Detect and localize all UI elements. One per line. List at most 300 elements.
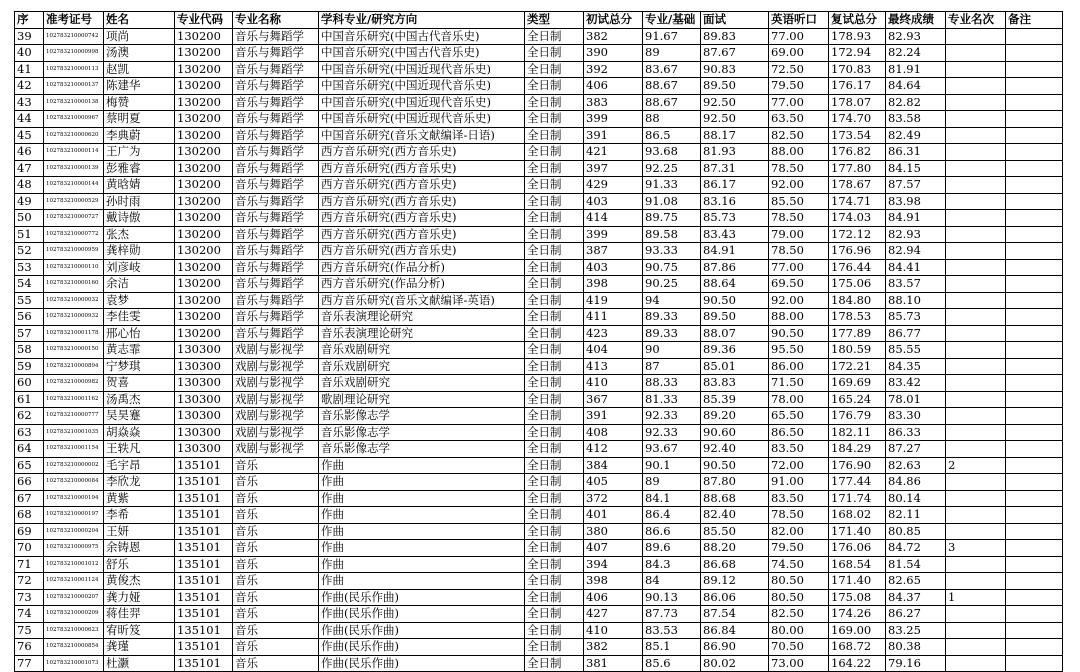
cell-english-oral: 77.00 (769, 94, 829, 111)
cell-remarks (1006, 408, 1063, 425)
cell-interview: 89.12 (701, 573, 769, 590)
cell-initial-score: 403 (584, 259, 643, 276)
cell-retest-score: 171.74 (829, 490, 886, 507)
cell-initial-score: 381 (584, 655, 643, 672)
cell-major-name: 音乐与舞蹈学 (233, 94, 319, 111)
cell-major-basic: 91.08 (643, 193, 701, 210)
cell-english-oral: 90.50 (769, 325, 829, 342)
cell-research-direction: 西方音乐研究(作品分析) (319, 276, 525, 293)
cell-major-rank (946, 639, 1006, 656)
cell-exam-id: 102783210000982 (44, 375, 104, 392)
table-row (15, 606, 1063, 623)
cell-remarks (1006, 457, 1063, 474)
cell-name: 李佳雯 (104, 309, 175, 326)
cell-seq: 65 (15, 457, 44, 474)
table-row (15, 210, 1063, 227)
cell-final-score: 82.93 (886, 28, 946, 45)
cell-name: 黄紫 (104, 490, 175, 507)
cell-exam-id: 102783210000742 (44, 28, 104, 45)
table-row (15, 78, 1063, 95)
cell-interview: 92.50 (701, 94, 769, 111)
cell-major-name: 音乐 (233, 540, 319, 557)
cell-seq: 52 (15, 243, 44, 260)
cell-major-basic: 89.58 (643, 226, 701, 243)
cell-remarks (1006, 424, 1063, 441)
cell-research-direction: 中国音乐研究(中国近现代音乐史) (319, 94, 525, 111)
cell-initial-score: 398 (584, 276, 643, 293)
cell-interview: 80.02 (701, 655, 769, 672)
cell-remarks (1006, 639, 1063, 656)
cell-major-name: 音乐与舞蹈学 (233, 177, 319, 194)
cell-final-score: 86.27 (886, 606, 946, 623)
cell-english-oral: 80.00 (769, 622, 829, 639)
table-row (15, 342, 1063, 359)
cell-seq: 55 (15, 292, 44, 309)
cell-research-direction: 西方音乐研究(西方音乐史) (319, 210, 525, 227)
cell-remarks (1006, 309, 1063, 326)
cell-major-rank (946, 342, 1006, 359)
cell-major-name: 音乐 (233, 507, 319, 524)
cell-major-rank (946, 556, 1006, 573)
cell-major-basic: 85.6 (643, 655, 701, 672)
cell-major-name: 音乐与舞蹈学 (233, 78, 319, 95)
cell-research-direction: 中国音乐研究(中国古代音乐史) (319, 28, 525, 45)
cell-major-name: 音乐 (233, 474, 319, 491)
cell-type: 全日制 (525, 243, 584, 260)
cell-name: 黄晗婧 (104, 177, 175, 194)
cell-retest-score: 168.72 (829, 639, 886, 656)
cell-major-basic: 88 (643, 111, 701, 128)
cell-exam-id: 102783210000209 (44, 606, 104, 623)
table-row (15, 639, 1063, 656)
cell-major-basic: 89 (643, 474, 701, 491)
cell-major-name: 音乐与舞蹈学 (233, 325, 319, 342)
cell-major-basic: 91.67 (643, 28, 701, 45)
cell-remarks (1006, 490, 1063, 507)
cell-seq: 58 (15, 342, 44, 359)
cell-seq: 73 (15, 589, 44, 606)
cell-initial-score: 394 (584, 556, 643, 573)
table-row (15, 160, 1063, 177)
cell-type: 全日制 (525, 61, 584, 78)
cell-seq: 60 (15, 375, 44, 392)
cell-exam-id: 102783210000197 (44, 507, 104, 524)
cell-type: 全日制 (525, 309, 584, 326)
col-header-remarks: 备注 (1006, 12, 1063, 29)
cell-final-score: 87.57 (886, 177, 946, 194)
cell-research-direction: 音乐影像志学 (319, 441, 525, 458)
cell-interview: 89.20 (701, 408, 769, 425)
col-header-major-name: 专业名称 (233, 12, 319, 29)
col-header-interview: 面试 (701, 12, 769, 29)
cell-retest-score: 177.89 (829, 325, 886, 342)
cell-final-score: 84.35 (886, 358, 946, 375)
cell-final-score: 83.58 (886, 111, 946, 128)
cell-exam-id: 102783210000204 (44, 523, 104, 540)
cell-remarks (1006, 78, 1063, 95)
cell-type: 全日制 (525, 259, 584, 276)
cell-major-rank (946, 622, 1006, 639)
cell-major-basic: 88.67 (643, 94, 701, 111)
table-row (15, 375, 1063, 392)
cell-seq: 70 (15, 540, 44, 557)
cell-initial-score: 382 (584, 639, 643, 656)
cell-seq: 71 (15, 556, 44, 573)
cell-remarks (1006, 94, 1063, 111)
cell-name: 余铸恩 (104, 540, 175, 557)
cell-final-score: 86.77 (886, 325, 946, 342)
cell-major-rank (946, 408, 1006, 425)
cell-major-code: 130200 (175, 309, 233, 326)
cell-final-score: 82.49 (886, 127, 946, 144)
cell-major-basic: 85.1 (643, 639, 701, 656)
cell-type: 全日制 (525, 606, 584, 623)
cell-initial-score: 392 (584, 61, 643, 78)
cell-type: 全日制 (525, 358, 584, 375)
table-row (15, 457, 1063, 474)
cell-seq: 40 (15, 45, 44, 62)
cell-interview: 89.50 (701, 309, 769, 326)
cell-major-code: 130200 (175, 193, 233, 210)
cell-interview: 85.01 (701, 358, 769, 375)
cell-english-oral: 83.50 (769, 490, 829, 507)
cell-major-basic: 86.6 (643, 523, 701, 540)
cell-research-direction: 音乐影像志学 (319, 408, 525, 425)
cell-major-rank (946, 111, 1006, 128)
cell-name: 宥昕笈 (104, 622, 175, 639)
cell-major-name: 音乐 (233, 490, 319, 507)
cell-name: 龚瑾 (104, 639, 175, 656)
cell-major-name: 音乐与舞蹈学 (233, 45, 319, 62)
cell-english-oral: 65.50 (769, 408, 829, 425)
cell-research-direction: 作曲 (319, 523, 525, 540)
cell-seq: 51 (15, 226, 44, 243)
cell-major-name: 音乐与舞蹈学 (233, 193, 319, 210)
cell-name: 彭雅睿 (104, 160, 175, 177)
cell-major-code: 130200 (175, 94, 233, 111)
cell-exam-id: 102783210000623 (44, 622, 104, 639)
cell-exam-id: 102783210000932 (44, 309, 104, 326)
cell-major-rank (946, 94, 1006, 111)
cell-english-oral: 73.00 (769, 655, 829, 672)
cell-retest-score: 178.53 (829, 309, 886, 326)
cell-exam-id: 102783210000144 (44, 177, 104, 194)
cell-interview: 92.40 (701, 441, 769, 458)
cell-english-oral: 74.50 (769, 556, 829, 573)
cell-final-score: 78.01 (886, 391, 946, 408)
cell-major-code: 135101 (175, 507, 233, 524)
cell-type: 全日制 (525, 177, 584, 194)
cell-major-name: 音乐 (233, 573, 319, 590)
cell-seq: 53 (15, 259, 44, 276)
cell-major-code: 130200 (175, 45, 233, 62)
cell-name: 王妍 (104, 523, 175, 540)
cell-remarks (1006, 507, 1063, 524)
cell-research-direction: 音乐表演理论研究 (319, 325, 525, 342)
cell-major-name: 音乐与舞蹈学 (233, 210, 319, 227)
cell-remarks (1006, 28, 1063, 45)
cell-major-name: 音乐 (233, 589, 319, 606)
cell-research-direction: 中国音乐研究(中国古代音乐史) (319, 45, 525, 62)
cell-major-name: 音乐与舞蹈学 (233, 61, 319, 78)
cell-major-basic: 89.75 (643, 210, 701, 227)
cell-major-code: 130200 (175, 144, 233, 161)
cell-type: 全日制 (525, 655, 584, 672)
cell-seq: 59 (15, 358, 44, 375)
cell-seq: 72 (15, 573, 44, 590)
cell-retest-score: 184.29 (829, 441, 886, 458)
cell-final-score: 83.25 (886, 622, 946, 639)
cell-major-basic: 83.67 (643, 61, 701, 78)
cell-major-name: 戏剧与影视学 (233, 408, 319, 425)
cell-major-code: 135101 (175, 573, 233, 590)
cell-major-name: 戏剧与影视学 (233, 375, 319, 392)
cell-major-basic: 84.1 (643, 490, 701, 507)
col-header-name: 姓名 (104, 12, 175, 29)
cell-exam-id: 102783210000150 (44, 342, 104, 359)
table-row (15, 655, 1063, 672)
cell-interview: 85.50 (701, 523, 769, 540)
cell-major-name: 音乐 (233, 606, 319, 623)
cell-name: 李典蔚 (104, 127, 175, 144)
cell-initial-score: 398 (584, 573, 643, 590)
cell-major-rank (946, 292, 1006, 309)
cell-major-code: 130200 (175, 160, 233, 177)
cell-initial-score: 411 (584, 309, 643, 326)
cell-major-rank (946, 78, 1006, 95)
cell-type: 全日制 (525, 424, 584, 441)
cell-seq: 54 (15, 276, 44, 293)
cell-exam-id: 102783210000894 (44, 358, 104, 375)
table-row (15, 111, 1063, 128)
cell-name: 王轶凡 (104, 441, 175, 458)
cell-remarks (1006, 375, 1063, 392)
cell-major-rank (946, 358, 1006, 375)
cell-retest-score: 171.40 (829, 573, 886, 590)
cell-research-direction: 中国音乐研究(中国近现代音乐史) (319, 78, 525, 95)
cell-english-oral: 72.50 (769, 61, 829, 78)
cell-research-direction: 作曲(民乐作曲) (319, 589, 525, 606)
cell-major-basic: 93.67 (643, 441, 701, 458)
cell-initial-score: 421 (584, 144, 643, 161)
cell-remarks (1006, 61, 1063, 78)
cell-research-direction: 西方音乐研究(西方音乐史) (319, 243, 525, 260)
cell-major-rank (946, 61, 1006, 78)
cell-name: 李欣龙 (104, 474, 175, 491)
cell-major-name: 音乐与舞蹈学 (233, 243, 319, 260)
cell-major-name: 音乐 (233, 639, 319, 656)
cell-name: 余洁 (104, 276, 175, 293)
cell-major-rank (946, 325, 1006, 342)
cell-major-name: 音乐与舞蹈学 (233, 226, 319, 243)
cell-major-rank (946, 655, 1006, 672)
cell-major-code: 130300 (175, 342, 233, 359)
cell-research-direction: 中国音乐研究(音乐文献编译-日语) (319, 127, 525, 144)
table-body (15, 28, 1063, 672)
cell-major-rank (946, 573, 1006, 590)
cell-remarks (1006, 606, 1063, 623)
cell-research-direction: 西方音乐研究(西方音乐史) (319, 193, 525, 210)
cell-type: 全日制 (525, 375, 584, 392)
cell-english-oral: 77.00 (769, 28, 829, 45)
cell-remarks (1006, 556, 1063, 573)
cell-major-code: 135101 (175, 622, 233, 639)
score-table-container (14, 11, 1063, 672)
table-row (15, 45, 1063, 62)
cell-english-oral: 92.00 (769, 292, 829, 309)
table-row (15, 424, 1063, 441)
cell-remarks (1006, 210, 1063, 227)
cell-type: 全日制 (525, 292, 584, 309)
col-header-major-code: 专业代码 (175, 12, 233, 29)
cell-initial-score: 372 (584, 490, 643, 507)
cell-exam-id: 102783210000777 (44, 408, 104, 425)
cell-major-basic: 92.33 (643, 424, 701, 441)
cell-exam-id: 102783210000160 (44, 276, 104, 293)
cell-remarks (1006, 144, 1063, 161)
cell-english-oral: 69.00 (769, 45, 829, 62)
cell-name: 邢心怡 (104, 325, 175, 342)
cell-seq: 39 (15, 28, 44, 45)
cell-major-code: 130300 (175, 441, 233, 458)
cell-type: 全日制 (525, 540, 584, 557)
cell-type: 全日制 (525, 210, 584, 227)
cell-final-score: 82.11 (886, 507, 946, 524)
cell-major-basic: 91.33 (643, 177, 701, 194)
cell-final-score: 86.31 (886, 144, 946, 161)
cell-research-direction: 作曲 (319, 457, 525, 474)
cell-major-rank (946, 523, 1006, 540)
cell-interview: 87.80 (701, 474, 769, 491)
cell-final-score: 84.64 (886, 78, 946, 95)
cell-interview: 83.83 (701, 375, 769, 392)
cell-research-direction: 作曲(民乐作曲) (319, 655, 525, 672)
table-row (15, 408, 1063, 425)
cell-research-direction: 西方音乐研究(西方音乐史) (319, 226, 525, 243)
cell-seq: 46 (15, 144, 44, 161)
cell-final-score: 84.37 (886, 589, 946, 606)
cell-exam-id: 102783210001124 (44, 573, 104, 590)
cell-type: 全日制 (525, 325, 584, 342)
cell-english-oral: 79.00 (769, 226, 829, 243)
col-header-initial-score: 初试总分 (584, 12, 643, 29)
cell-name: 孙时雨 (104, 193, 175, 210)
cell-major-rank (946, 441, 1006, 458)
cell-retest-score: 169.69 (829, 375, 886, 392)
cell-research-direction: 西方音乐研究(西方音乐史) (319, 160, 525, 177)
cell-major-rank (946, 45, 1006, 62)
cell-major-rank: 3 (946, 540, 1006, 557)
cell-retest-score: 170.83 (829, 61, 886, 78)
col-header-final-score: 最终成绩 (886, 12, 946, 29)
cell-major-code: 130200 (175, 28, 233, 45)
cell-retest-score: 177.80 (829, 160, 886, 177)
col-header-major-basic: 专业/基础 (643, 12, 701, 29)
cell-research-direction: 西方音乐研究(西方音乐史) (319, 177, 525, 194)
cell-major-basic: 89.6 (643, 540, 701, 557)
cell-research-direction: 作曲 (319, 556, 525, 573)
cell-interview: 86.84 (701, 622, 769, 639)
cell-english-oral: 82.50 (769, 127, 829, 144)
cell-type: 全日制 (525, 342, 584, 359)
cell-interview: 88.68 (701, 490, 769, 507)
cell-major-code: 130300 (175, 375, 233, 392)
cell-remarks (1006, 540, 1063, 557)
cell-english-oral: 95.50 (769, 342, 829, 359)
cell-retest-score: 175.06 (829, 276, 886, 293)
cell-major-code: 135101 (175, 474, 233, 491)
cell-major-name: 音乐与舞蹈学 (233, 28, 319, 45)
cell-type: 全日制 (525, 507, 584, 524)
cell-initial-score: 397 (584, 160, 643, 177)
table-row (15, 144, 1063, 161)
cell-interview: 83.43 (701, 226, 769, 243)
cell-initial-score: 380 (584, 523, 643, 540)
cell-initial-score: 390 (584, 45, 643, 62)
cell-initial-score: 384 (584, 457, 643, 474)
cell-interview: 86.06 (701, 589, 769, 606)
cell-exam-id: 102783210000194 (44, 490, 104, 507)
cell-exam-id: 102783210000139 (44, 160, 104, 177)
cell-english-oral: 77.00 (769, 259, 829, 276)
cell-type: 全日制 (525, 226, 584, 243)
cell-major-rank (946, 309, 1006, 326)
cell-seq: 75 (15, 622, 44, 639)
cell-retest-score: 174.26 (829, 606, 886, 623)
cell-seq: 44 (15, 111, 44, 128)
cell-research-direction: 作曲 (319, 540, 525, 557)
cell-remarks (1006, 193, 1063, 210)
cell-retest-score: 176.82 (829, 144, 886, 161)
cell-english-oral: 79.50 (769, 78, 829, 95)
table-row (15, 358, 1063, 375)
cell-interview: 88.07 (701, 325, 769, 342)
table-row (15, 28, 1063, 45)
cell-exam-id: 102783210001073 (44, 655, 104, 672)
cell-major-code: 130200 (175, 210, 233, 227)
cell-name: 胡焱焱 (104, 424, 175, 441)
cell-initial-score: 404 (584, 342, 643, 359)
cell-exam-id: 102783210000975 (44, 540, 104, 557)
cell-name: 杜灏 (104, 655, 175, 672)
cell-final-score: 83.57 (886, 276, 946, 293)
cell-retest-score: 175.08 (829, 589, 886, 606)
cell-initial-score: 405 (584, 474, 643, 491)
col-header-major-rank: 专业名次 (946, 12, 1006, 29)
cell-major-code: 135101 (175, 589, 233, 606)
cell-final-score: 82.93 (886, 226, 946, 243)
cell-retest-score: 164.22 (829, 655, 886, 672)
cell-major-name: 戏剧与影视学 (233, 391, 319, 408)
cell-english-oral: 91.00 (769, 474, 829, 491)
cell-major-name: 戏剧与影视学 (233, 342, 319, 359)
cell-retest-score: 174.03 (829, 210, 886, 227)
cell-name: 刘彦岐 (104, 259, 175, 276)
table-row (15, 226, 1063, 243)
cell-english-oral: 92.00 (769, 177, 829, 194)
cell-name: 陈建华 (104, 78, 175, 95)
cell-retest-score: 174.70 (829, 111, 886, 128)
cell-retest-score: 172.12 (829, 226, 886, 243)
cell-major-name: 戏剧与影视学 (233, 424, 319, 441)
cell-name: 汤澳 (104, 45, 175, 62)
cell-research-direction: 西方音乐研究(作品分析) (319, 259, 525, 276)
cell-major-rank (946, 193, 1006, 210)
cell-exam-id: 102783210000137 (44, 78, 104, 95)
cell-major-name: 音乐 (233, 622, 319, 639)
cell-remarks (1006, 160, 1063, 177)
cell-retest-score: 176.44 (829, 259, 886, 276)
